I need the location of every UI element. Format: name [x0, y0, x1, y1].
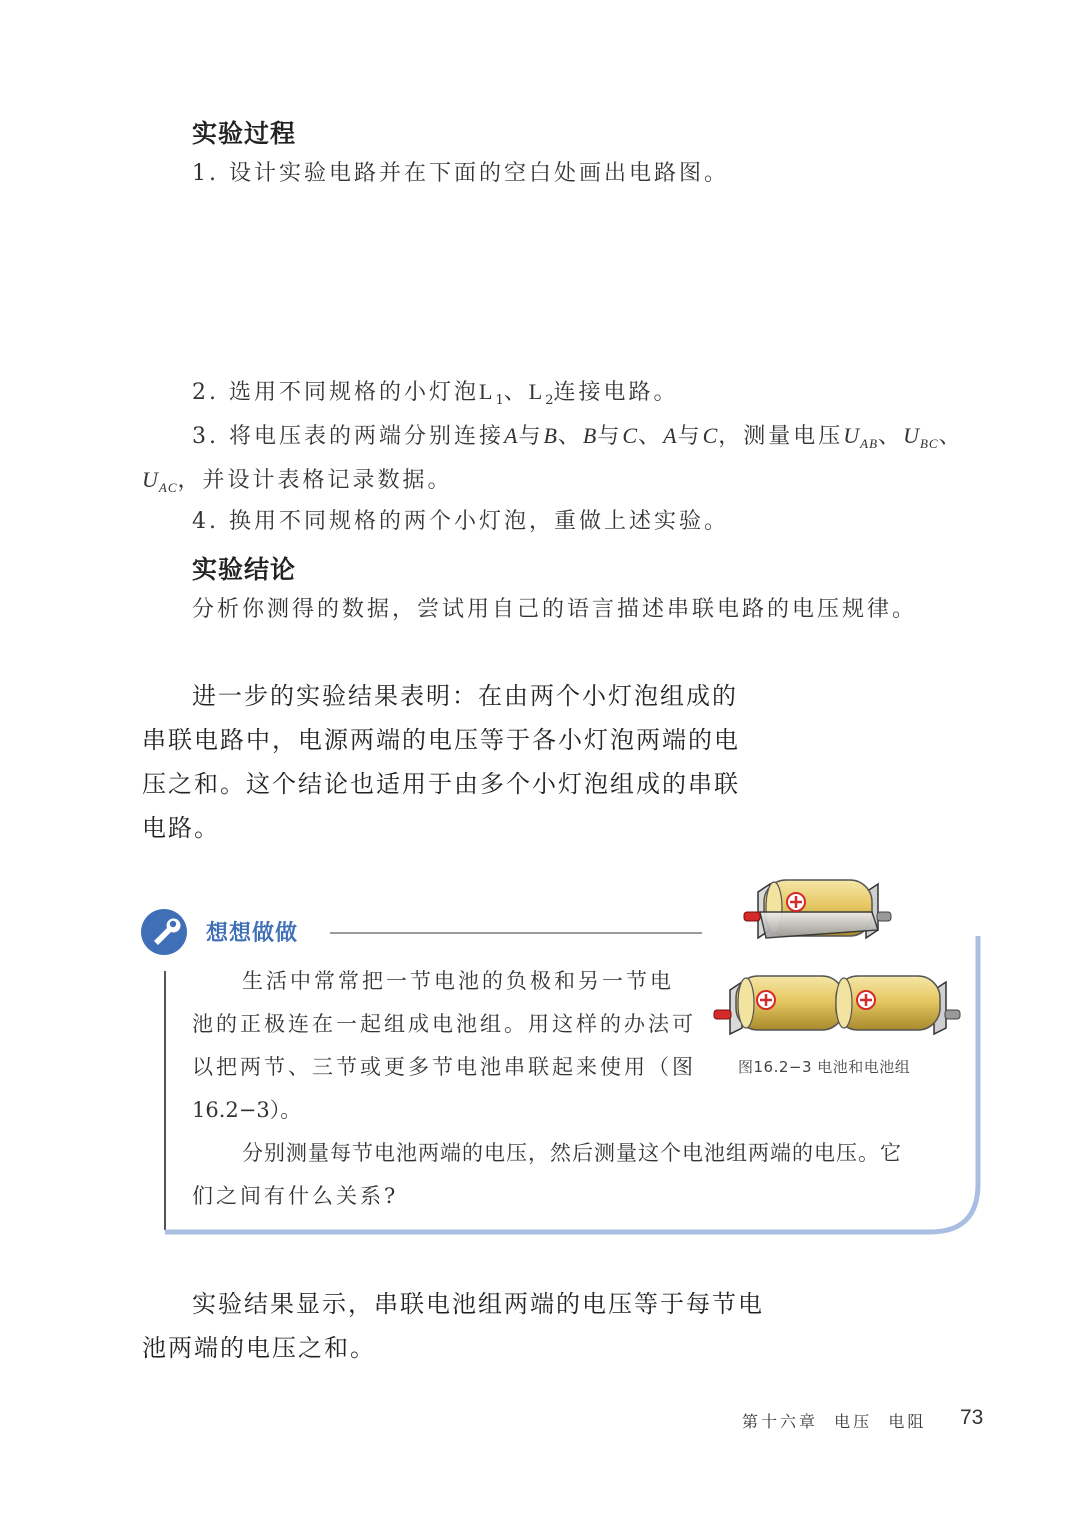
activity-p1-line2: 池的正极连在一起组成电池组。用这样的办法可 — [192, 1012, 696, 1036]
step-1: 1. 设计实验电路并在下面的空白处画出电路图。 — [192, 161, 729, 186]
result-line-4: 电路。 — [142, 814, 220, 842]
result-line-2: 串联电路中，电源两端的电压等于各小灯泡两端的电 — [142, 726, 740, 754]
activity-p1-line3: 以把两节、三节或更多节电池串联起来使用（图 — [192, 1055, 696, 1079]
chapter-title: 第十六章 电压 电阻 — [742, 1412, 927, 1431]
section-heading-conclusion: 实验结论 — [192, 555, 297, 584]
final-line-1: 实验结果显示，串联电池组两端的电压等于每节电 — [192, 1290, 764, 1318]
result-line-1: 进一步的实验结果表明：在由两个小灯泡组成的 — [192, 682, 738, 710]
activity-p2-line1: 分别测量每节电池两端的电压，然后测量这个电池组两端的电压。它 — [242, 1141, 902, 1165]
step-4: 4. 换用不同规格的两个小灯泡，重做上述实验。 — [192, 509, 729, 534]
section-heading-process: 实验过程 — [192, 119, 297, 148]
figure-caption: 图16.2−3 电池和电池组 — [738, 1058, 911, 1076]
step-2: 2. 选用不同规格的小灯泡$L_1$、$L_2$连接电路。 — [192, 379, 679, 408]
final-line-2: 池两端的电压之和。 — [142, 1334, 376, 1362]
page-number: 73 — [960, 1406, 984, 1429]
conclusion-text: 分析你测得的数据，尝试用自己的语言描述串联电路的电压规律。 — [192, 597, 918, 622]
activity-title: 想想做做 — [206, 921, 299, 946]
activity-p2-line2: 们之间有什么关系? — [192, 1184, 399, 1208]
activity-p1-line4: 16.2−3）。 — [192, 1098, 302, 1122]
activity-p1-line1: 生活中常常把一节电池的负极和另一节电 — [242, 969, 674, 993]
step-3-continued: $U_{AC}$，并设计表格记录数据。 — [142, 467, 453, 495]
result-line-3: 压之和。这个结论也适用于由多个小灯泡组成的串联 — [142, 770, 740, 798]
wrench-icon — [140, 908, 188, 956]
step-3: 3. 将电压表的两端分别连接A与B、B与C、A与C，测量电压$U_{AB}$、$U_{BC}$、 — [192, 423, 964, 451]
battery-pack-illustration — [710, 970, 966, 1040]
single-battery-illustration — [738, 872, 898, 944]
